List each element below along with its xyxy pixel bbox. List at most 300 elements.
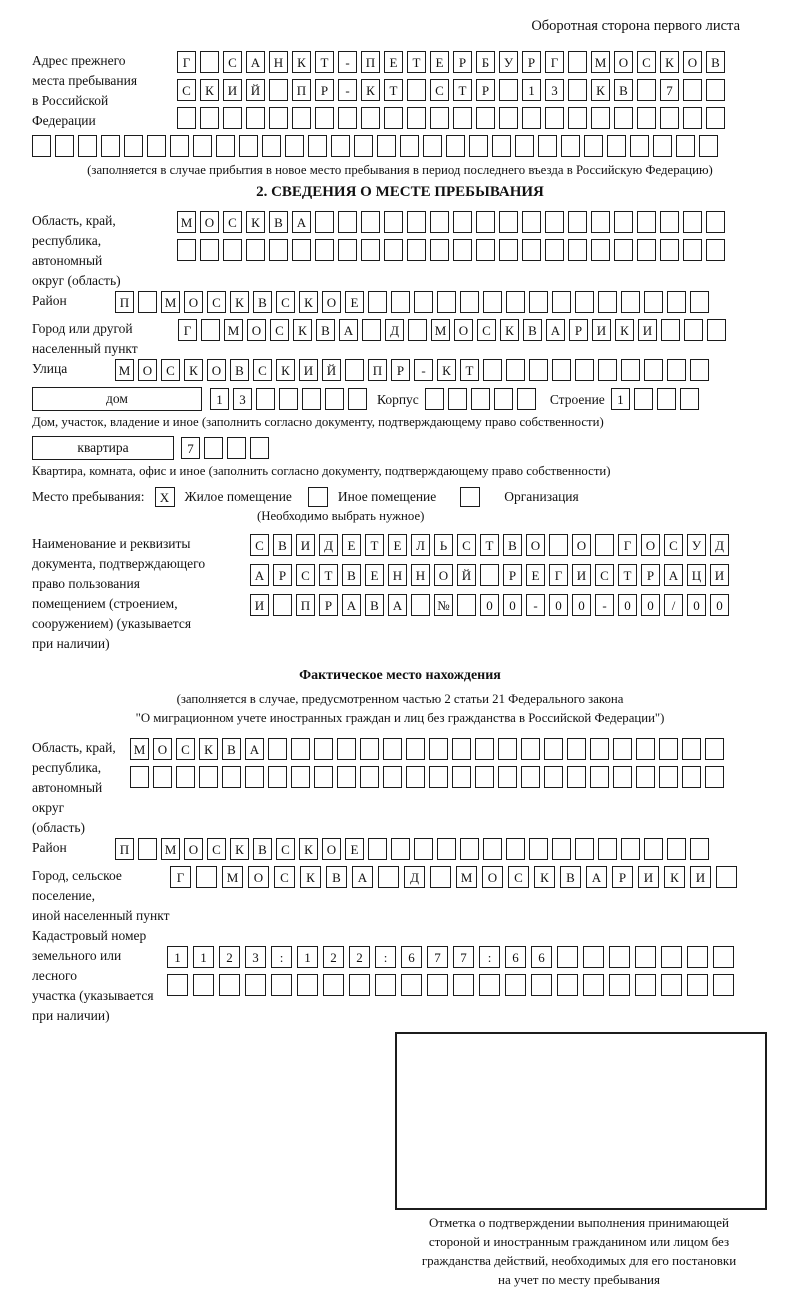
char-cell[interactable]: - — [338, 79, 357, 101]
char-cell[interactable]: Т — [319, 564, 338, 586]
char-cell[interactable] — [613, 766, 632, 788]
char-cell[interactable] — [167, 974, 188, 996]
char-cell[interactable] — [384, 107, 403, 129]
char-cell[interactable] — [568, 51, 587, 73]
char-cell[interactable] — [227, 437, 246, 459]
char-cell[interactable]: Е — [365, 564, 384, 586]
char-cell[interactable]: О — [322, 291, 341, 313]
char-cell[interactable] — [552, 838, 571, 860]
char-cell[interactable]: 1 — [210, 388, 229, 410]
char-cell[interactable]: М — [456, 866, 477, 888]
char-cell[interactable] — [338, 239, 357, 261]
char-cell[interactable] — [331, 135, 350, 157]
char-cell[interactable] — [561, 135, 580, 157]
char-cell[interactable]: К — [200, 79, 219, 101]
char-cell[interactable]: О — [153, 738, 172, 760]
char-cell[interactable]: - — [338, 51, 357, 73]
char-cell[interactable] — [492, 135, 511, 157]
char-cell[interactable] — [637, 211, 656, 233]
char-cell[interactable]: А — [586, 866, 607, 888]
char-cell[interactable]: С — [276, 838, 295, 860]
char-cell[interactable]: А — [342, 594, 361, 616]
char-cell[interactable]: С — [253, 359, 272, 381]
char-cell[interactable] — [407, 107, 426, 129]
char-cell[interactable] — [636, 766, 655, 788]
char-cell[interactable] — [614, 239, 633, 261]
char-cell[interactable]: В — [253, 291, 272, 313]
char-cell[interactable] — [595, 534, 614, 556]
char-cell[interactable]: К — [534, 866, 555, 888]
char-cell[interactable] — [567, 766, 586, 788]
char-cell[interactable] — [683, 211, 702, 233]
char-cell[interactable] — [101, 135, 120, 157]
char-cell[interactable] — [401, 974, 422, 996]
char-cell[interactable] — [682, 738, 701, 760]
char-cell[interactable] — [383, 738, 402, 760]
char-cell[interactable] — [193, 135, 212, 157]
char-cell[interactable] — [475, 766, 494, 788]
char-cell[interactable] — [568, 239, 587, 261]
char-cell[interactable]: К — [361, 79, 380, 101]
char-cell[interactable] — [193, 974, 214, 996]
char-cell[interactable] — [446, 135, 465, 157]
char-cell[interactable] — [469, 135, 488, 157]
char-cell[interactable]: П — [361, 51, 380, 73]
char-cell[interactable] — [475, 738, 494, 760]
char-cell[interactable]: С — [207, 838, 226, 860]
char-cell[interactable]: А — [546, 319, 565, 341]
char-cell[interactable]: : — [479, 946, 500, 968]
char-cell[interactable]: Е — [345, 291, 364, 313]
char-cell[interactable]: Г — [177, 51, 196, 73]
char-cell[interactable] — [219, 974, 240, 996]
char-cell[interactable] — [706, 79, 725, 101]
char-cell[interactable]: К — [293, 319, 312, 341]
char-cell[interactable]: 7 — [660, 79, 679, 101]
char-cell[interactable] — [661, 319, 680, 341]
char-cell[interactable]: О — [641, 534, 660, 556]
char-cell[interactable] — [705, 738, 724, 760]
char-cell[interactable] — [302, 388, 321, 410]
char-cell[interactable] — [598, 291, 617, 313]
char-cell[interactable]: К — [230, 291, 249, 313]
char-cell[interactable]: А — [292, 211, 311, 233]
char-cell[interactable] — [429, 738, 448, 760]
char-cell[interactable] — [377, 135, 396, 157]
char-cell[interactable]: К — [299, 838, 318, 860]
char-cell[interactable]: Г — [178, 319, 197, 341]
char-cell[interactable] — [687, 946, 708, 968]
char-cell[interactable] — [690, 359, 709, 381]
char-cell[interactable] — [517, 388, 536, 410]
char-cell[interactable] — [568, 79, 587, 101]
char-cell[interactable]: 7 — [453, 946, 474, 968]
char-cell[interactable] — [635, 946, 656, 968]
char-cell[interactable]: 1 — [193, 946, 214, 968]
char-cell[interactable] — [153, 766, 172, 788]
char-cell[interactable] — [660, 239, 679, 261]
char-cell[interactable]: Й — [246, 79, 265, 101]
char-cell[interactable]: Т — [618, 564, 637, 586]
char-cell[interactable]: О — [322, 838, 341, 860]
char-cell[interactable] — [383, 766, 402, 788]
char-cell[interactable] — [297, 974, 318, 996]
char-cell[interactable]: П — [296, 594, 315, 616]
char-cell[interactable]: П — [368, 359, 387, 381]
char-cell[interactable] — [538, 135, 557, 157]
char-cell[interactable]: Д — [385, 319, 404, 341]
char-cell[interactable] — [427, 974, 448, 996]
char-cell[interactable] — [545, 211, 564, 233]
char-cell[interactable] — [706, 211, 725, 233]
char-cell[interactable]: 0 — [503, 594, 522, 616]
char-cell[interactable]: С — [664, 534, 683, 556]
char-cell[interactable] — [360, 738, 379, 760]
char-cell[interactable]: С — [161, 359, 180, 381]
char-cell[interactable]: М — [161, 291, 180, 313]
char-cell[interactable]: 1 — [611, 388, 630, 410]
char-cell[interactable]: О — [454, 319, 473, 341]
char-cell[interactable] — [545, 107, 564, 129]
char-cell[interactable] — [368, 291, 387, 313]
char-cell[interactable]: К — [276, 359, 295, 381]
char-cell[interactable] — [476, 107, 495, 129]
char-cell[interactable] — [706, 107, 725, 129]
char-cell[interactable]: 0 — [549, 594, 568, 616]
char-cell[interactable]: П — [292, 79, 311, 101]
char-cell[interactable]: Т — [315, 51, 334, 73]
char-cell[interactable]: Т — [407, 51, 426, 73]
char-cell[interactable]: И — [223, 79, 242, 101]
char-cell[interactable]: 6 — [531, 946, 552, 968]
char-cell[interactable]: Й — [322, 359, 341, 381]
char-cell[interactable] — [407, 239, 426, 261]
char-cell[interactable] — [314, 766, 333, 788]
char-cell[interactable]: И — [296, 534, 315, 556]
char-cell[interactable] — [499, 107, 518, 129]
char-cell[interactable]: О — [248, 866, 269, 888]
char-cell[interactable] — [279, 388, 298, 410]
char-cell[interactable]: В — [230, 359, 249, 381]
char-cell[interactable]: А — [250, 564, 269, 586]
char-cell[interactable] — [138, 838, 157, 860]
char-cell[interactable]: С — [207, 291, 226, 313]
char-cell[interactable]: В — [222, 738, 241, 760]
char-cell[interactable]: Н — [269, 51, 288, 73]
char-cell[interactable]: К — [184, 359, 203, 381]
char-cell[interactable] — [457, 594, 476, 616]
char-cell[interactable] — [269, 107, 288, 129]
char-cell[interactable] — [362, 319, 381, 341]
char-cell[interactable]: С — [296, 564, 315, 586]
char-cell[interactable] — [453, 239, 472, 261]
char-cell[interactable] — [315, 239, 334, 261]
char-cell[interactable]: В — [253, 838, 272, 860]
char-cell[interactable]: М — [222, 866, 243, 888]
char-cell[interactable] — [245, 766, 264, 788]
char-cell[interactable] — [522, 107, 541, 129]
char-cell[interactable] — [414, 291, 433, 313]
char-cell[interactable] — [522, 211, 541, 233]
char-cell[interactable]: С — [457, 534, 476, 556]
char-cell[interactable]: В — [269, 211, 288, 233]
char-cell[interactable]: И — [638, 866, 659, 888]
char-cell[interactable] — [557, 974, 578, 996]
char-cell[interactable]: С — [430, 79, 449, 101]
char-cell[interactable]: Р — [641, 564, 660, 586]
char-cell[interactable]: С — [270, 319, 289, 341]
char-cell[interactable] — [361, 239, 380, 261]
char-cell[interactable] — [630, 135, 649, 157]
char-cell[interactable] — [531, 974, 552, 996]
char-cell[interactable] — [338, 211, 357, 233]
char-cell[interactable] — [406, 766, 425, 788]
char-cell[interactable] — [323, 974, 344, 996]
char-cell[interactable] — [552, 359, 571, 381]
char-cell[interactable] — [483, 291, 502, 313]
char-cell[interactable]: Н — [411, 564, 430, 586]
char-cell[interactable]: Е — [384, 51, 403, 73]
char-cell[interactable] — [680, 388, 699, 410]
char-cell[interactable] — [239, 135, 258, 157]
char-cell[interactable]: С — [223, 51, 242, 73]
char-cell[interactable]: Ц — [687, 564, 706, 586]
char-cell[interactable] — [660, 107, 679, 129]
char-cell[interactable]: Г — [618, 534, 637, 556]
char-cell[interactable]: 0 — [572, 594, 591, 616]
char-cell[interactable]: В — [273, 534, 292, 556]
char-cell[interactable] — [506, 838, 525, 860]
char-cell[interactable] — [223, 107, 242, 129]
char-cell[interactable] — [200, 107, 219, 129]
char-cell[interactable]: Д — [404, 866, 425, 888]
char-cell[interactable]: С — [595, 564, 614, 586]
char-cell[interactable] — [407, 79, 426, 101]
char-cell[interactable] — [583, 974, 604, 996]
char-cell[interactable] — [268, 738, 287, 760]
char-cell[interactable] — [337, 738, 356, 760]
char-cell[interactable]: К — [292, 51, 311, 73]
char-cell[interactable] — [591, 239, 610, 261]
char-cell[interactable] — [590, 766, 609, 788]
char-cell[interactable] — [268, 766, 287, 788]
char-cell[interactable] — [479, 974, 500, 996]
char-cell[interactable]: М — [130, 738, 149, 760]
char-cell[interactable]: 2 — [323, 946, 344, 968]
char-cell[interactable]: 0 — [687, 594, 706, 616]
char-cell[interactable]: Р — [522, 51, 541, 73]
char-cell[interactable] — [460, 838, 479, 860]
char-cell[interactable]: С — [637, 51, 656, 73]
char-cell[interactable] — [375, 974, 396, 996]
char-cell[interactable] — [78, 135, 97, 157]
char-cell[interactable] — [471, 388, 490, 410]
char-cell[interactable]: : — [271, 946, 292, 968]
char-cell[interactable] — [411, 594, 430, 616]
char-cell[interactable]: - — [414, 359, 433, 381]
char-cell[interactable]: Р — [476, 79, 495, 101]
char-cell[interactable] — [499, 239, 518, 261]
char-cell[interactable]: М — [161, 838, 180, 860]
char-cell[interactable] — [706, 239, 725, 261]
char-cell[interactable]: М — [431, 319, 450, 341]
char-cell[interactable] — [271, 974, 292, 996]
char-cell[interactable]: : — [375, 946, 396, 968]
char-cell[interactable] — [354, 135, 373, 157]
char-cell[interactable]: 2 — [349, 946, 370, 968]
char-cell[interactable] — [292, 239, 311, 261]
char-cell[interactable] — [609, 946, 630, 968]
char-cell[interactable]: О — [683, 51, 702, 73]
char-cell[interactable] — [637, 79, 656, 101]
char-cell[interactable]: С — [274, 866, 295, 888]
stay-type-checkbox-organization[interactable] — [460, 487, 480, 507]
char-cell[interactable] — [687, 974, 708, 996]
char-cell[interactable]: Т — [384, 79, 403, 101]
char-cell[interactable] — [361, 211, 380, 233]
char-cell[interactable]: Г — [170, 866, 191, 888]
char-cell[interactable] — [575, 838, 594, 860]
char-cell[interactable] — [360, 766, 379, 788]
char-cell[interactable] — [453, 974, 474, 996]
char-cell[interactable] — [55, 135, 74, 157]
char-cell[interactable]: 1 — [167, 946, 188, 968]
char-cell[interactable]: М — [115, 359, 134, 381]
char-cell[interactable]: К — [591, 79, 610, 101]
char-cell[interactable]: А — [388, 594, 407, 616]
char-cell[interactable] — [273, 594, 292, 616]
char-cell[interactable] — [170, 135, 189, 157]
char-cell[interactable] — [636, 738, 655, 760]
char-cell[interactable] — [391, 291, 410, 313]
char-cell[interactable] — [552, 291, 571, 313]
char-cell[interactable] — [544, 766, 563, 788]
char-cell[interactable] — [676, 135, 695, 157]
char-cell[interactable]: О — [434, 564, 453, 586]
char-cell[interactable]: М — [177, 211, 196, 233]
char-cell[interactable]: А — [246, 51, 265, 73]
char-cell[interactable] — [657, 388, 676, 410]
char-cell[interactable]: К — [300, 866, 321, 888]
char-cell[interactable] — [216, 135, 235, 157]
char-cell[interactable] — [291, 766, 310, 788]
char-cell[interactable] — [204, 437, 223, 459]
char-cell[interactable]: Р — [569, 319, 588, 341]
char-cell[interactable]: 7 — [427, 946, 448, 968]
char-cell[interactable]: К — [230, 838, 249, 860]
char-cell[interactable] — [683, 239, 702, 261]
char-cell[interactable]: 6 — [505, 946, 526, 968]
char-cell[interactable]: С — [223, 211, 242, 233]
char-cell[interactable]: 1 — [522, 79, 541, 101]
char-cell[interactable]: О — [247, 319, 266, 341]
char-cell[interactable] — [460, 291, 479, 313]
char-cell[interactable] — [453, 211, 472, 233]
char-cell[interactable] — [635, 974, 656, 996]
char-cell[interactable] — [345, 359, 364, 381]
char-cell[interactable] — [130, 766, 149, 788]
char-cell[interactable] — [505, 974, 526, 996]
char-cell[interactable]: В — [342, 564, 361, 586]
char-cell[interactable]: И — [250, 594, 269, 616]
char-cell[interactable] — [124, 135, 143, 157]
char-cell[interactable] — [545, 239, 564, 261]
char-cell[interactable] — [716, 866, 737, 888]
char-cell[interactable]: Р — [273, 564, 292, 586]
char-cell[interactable]: О — [614, 51, 633, 73]
char-cell[interactable] — [138, 291, 157, 313]
char-cell[interactable]: Е — [388, 534, 407, 556]
char-cell[interactable] — [584, 135, 603, 157]
char-cell[interactable]: К — [437, 359, 456, 381]
char-cell[interactable] — [338, 107, 357, 129]
char-cell[interactable] — [609, 974, 630, 996]
char-cell[interactable] — [621, 291, 640, 313]
char-cell[interactable] — [406, 738, 425, 760]
char-cell[interactable]: Р — [319, 594, 338, 616]
char-cell[interactable] — [590, 738, 609, 760]
char-cell[interactable] — [200, 51, 219, 73]
char-cell[interactable] — [521, 738, 540, 760]
char-cell[interactable] — [408, 319, 427, 341]
char-cell[interactable] — [575, 359, 594, 381]
char-cell[interactable] — [499, 79, 518, 101]
char-cell[interactable] — [337, 766, 356, 788]
char-cell[interactable]: В — [365, 594, 384, 616]
char-cell[interactable] — [452, 738, 471, 760]
char-cell[interactable] — [690, 838, 709, 860]
char-cell[interactable]: О — [572, 534, 591, 556]
char-cell[interactable] — [262, 135, 281, 157]
char-cell[interactable] — [653, 135, 672, 157]
char-cell[interactable] — [325, 388, 344, 410]
char-cell[interactable] — [614, 107, 633, 129]
char-cell[interactable] — [378, 866, 399, 888]
char-cell[interactable]: С — [276, 291, 295, 313]
char-cell[interactable]: И — [710, 564, 729, 586]
char-cell[interactable]: 0 — [641, 594, 660, 616]
char-cell[interactable]: И — [592, 319, 611, 341]
char-cell[interactable] — [575, 291, 594, 313]
char-cell[interactable]: Р — [315, 79, 334, 101]
char-cell[interactable] — [480, 564, 499, 586]
char-cell[interactable]: Г — [549, 564, 568, 586]
char-cell[interactable] — [498, 738, 517, 760]
char-cell[interactable]: О — [482, 866, 503, 888]
char-cell[interactable]: 3 — [245, 946, 266, 968]
char-cell[interactable]: В — [706, 51, 725, 73]
char-cell[interactable] — [430, 866, 451, 888]
char-cell[interactable]: П — [115, 291, 134, 313]
char-cell[interactable] — [200, 239, 219, 261]
char-cell[interactable] — [568, 107, 587, 129]
char-cell[interactable]: А — [245, 738, 264, 760]
char-cell[interactable] — [707, 319, 726, 341]
char-cell[interactable] — [250, 437, 269, 459]
char-cell[interactable] — [414, 838, 433, 860]
char-cell[interactable]: К — [664, 866, 685, 888]
char-cell[interactable]: У — [499, 51, 518, 73]
char-cell[interactable] — [476, 211, 495, 233]
char-cell[interactable]: Е — [345, 838, 364, 860]
char-cell[interactable] — [644, 359, 663, 381]
stay-type-checkbox-residential[interactable]: X — [155, 487, 175, 507]
char-cell[interactable] — [659, 738, 678, 760]
char-cell[interactable]: / — [664, 594, 683, 616]
char-cell[interactable] — [506, 291, 525, 313]
char-cell[interactable] — [269, 239, 288, 261]
char-cell[interactable] — [660, 211, 679, 233]
